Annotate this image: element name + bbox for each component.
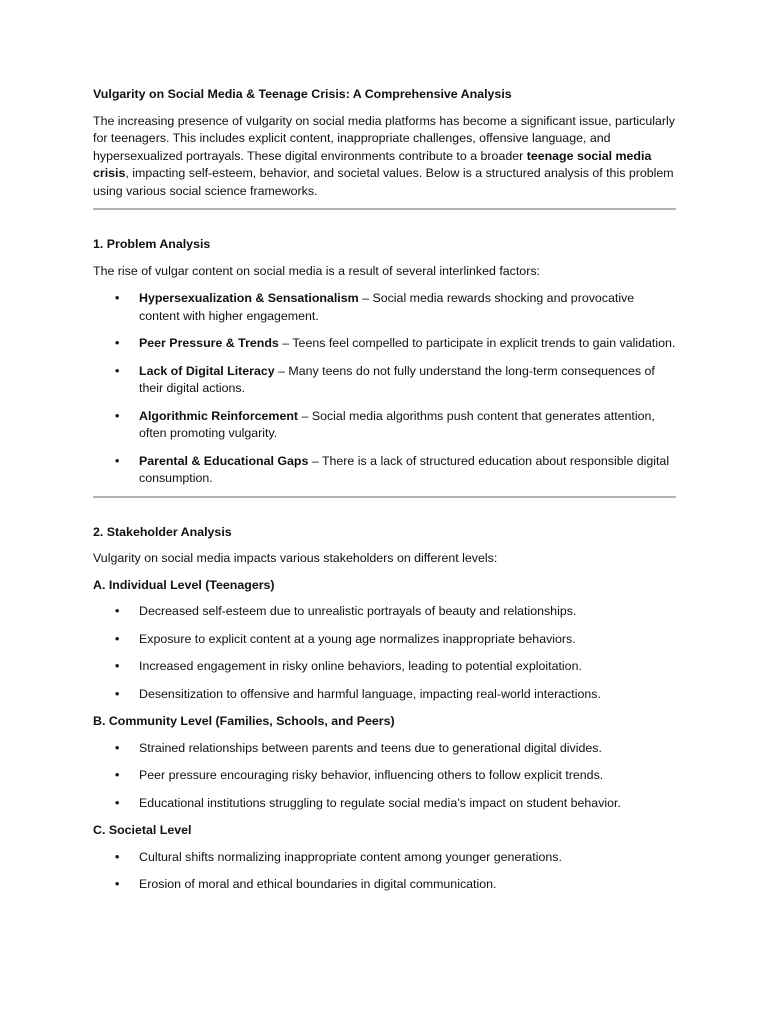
problem-analysis-lead: The rise of vulgar content on social media is a result of several interlinked factors: xyxy=(93,263,540,278)
factor-desc: – Teens feel compelled to participate in explicit trends to gain validation. xyxy=(278,336,676,350)
community-level-list xyxy=(93,740,676,813)
factor-term: Algorithmic Reinforcement xyxy=(139,408,299,423)
document-title: Vulgarity on Social Media & Teenage Crisis: A Comprehensive Analysis xyxy=(93,87,512,101)
list-item xyxy=(93,290,676,325)
factor-desc: – There is a lack of structured education about responsible digital consumption. xyxy=(139,453,670,485)
factor-term: Hypersexualization & Sensationalism xyxy=(139,291,359,305)
factor-desc: – Social media algorithms push content that generates attention, often promoting vulgarity. xyxy=(139,408,655,440)
subheading-societal-level: C. Societal Level xyxy=(93,823,192,837)
list-item: • Strained relationships between parents and teens due to generational digital divides. xyxy=(93,740,676,758)
section-divider xyxy=(93,208,676,210)
list-item: • Decreased self-esteem due to unrealistic portrayals of beauty and relationships. xyxy=(93,603,676,621)
list-item: • Increased engagement in risky online behaviors, leading to potential exploitation. xyxy=(93,658,676,676)
list-item: • Erosion of moral and ethical boundaries in digital communication. xyxy=(93,876,676,894)
problem-factors-list xyxy=(93,290,676,488)
subheading-individual-level: A. Individual Level (Teenagers) xyxy=(93,577,275,592)
list-item: • Cultural shifts normalizing inappropriate content among younger generations. xyxy=(93,849,676,867)
list-item: • Educational institutions struggling to regulate social media’s impact on student behavior. xyxy=(93,795,676,813)
factor-desc: – Many teens do not fully understand the long-term consequences of their digital actions. xyxy=(139,363,655,395)
list-item xyxy=(93,335,676,353)
intro-text-before: The increasing presence of vulgarity on social media platforms has become a significant issue, particularly for teenagers. This includes explicit content, inappropriate challenges, offensive language, and hypersexualized portrayals. These digital environments contribute to a broader xyxy=(93,113,675,163)
section-divider xyxy=(93,496,676,498)
section-heading-stakeholder-analysis: 2. Stakeholder Analysis xyxy=(93,524,232,539)
subheading-community-level: B. Community Level (Families, Schools, and Peers) xyxy=(93,714,395,728)
intro-text-after: , impacting self-esteem, behavior, and societal values. Below is a structured analysis of this problem using various social science frameworks. xyxy=(93,166,674,198)
section-heading-problem-analysis: 1. Problem Analysis xyxy=(93,237,211,251)
factor-term: Peer Pressure & Trends xyxy=(139,336,279,350)
list-item: • Peer pressure encouraging risky behavior, influencing others to follow explicit trends. xyxy=(93,767,676,785)
list-item: • Exposure to explicit content at a young age normalizes inappropriate behaviors. xyxy=(93,631,676,649)
list-item xyxy=(93,363,676,398)
factor-desc: – Social media rewards shocking and provocative content with higher engagement. xyxy=(139,291,635,323)
societal-level-list xyxy=(93,849,676,894)
list-item xyxy=(93,453,676,488)
list-item xyxy=(93,408,676,443)
document-body xyxy=(93,86,676,894)
intro-paragraph xyxy=(93,113,676,201)
intro-bold-phrase: teenage social media crisis xyxy=(93,148,652,180)
individual-level-list xyxy=(93,603,676,703)
stakeholder-analysis-lead: Vulgarity on social media impacts various stakeholders on different levels: xyxy=(93,551,498,565)
factor-term: Lack of Digital Literacy xyxy=(139,363,275,378)
factor-term: Parental & Educational Gaps xyxy=(139,453,309,468)
list-item: • Desensitization to offensive and harmful language, impacting real-world interactions. xyxy=(93,686,676,704)
